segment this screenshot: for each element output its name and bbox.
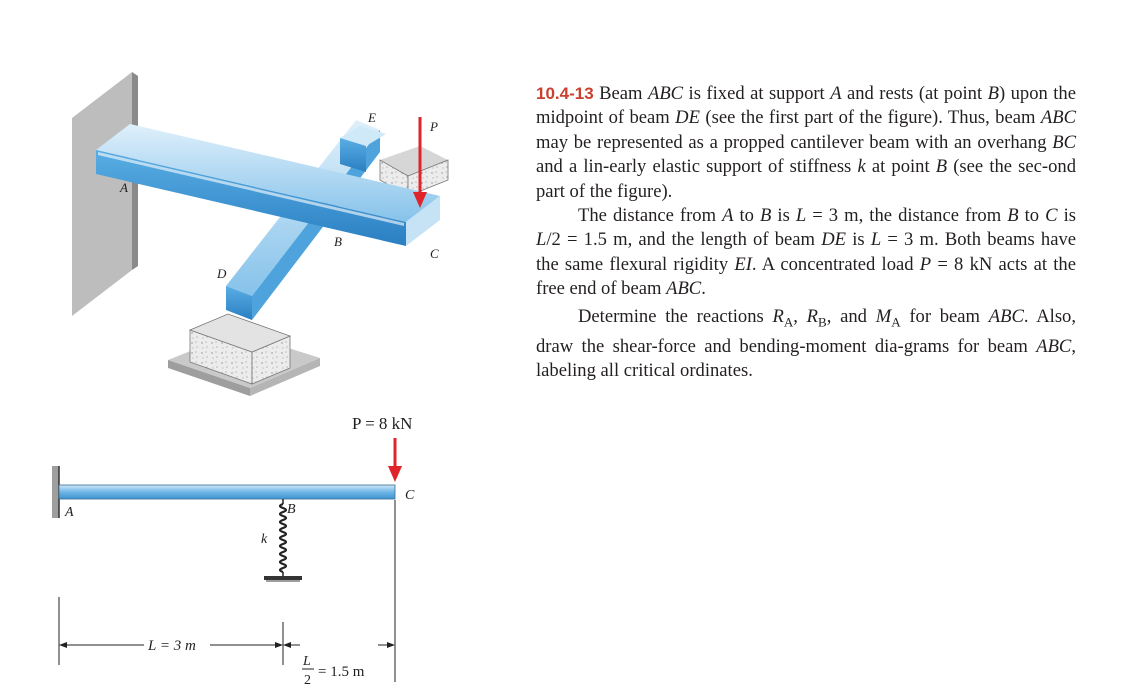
paragraph-3-text: Determine the reactions $R_A$, $R_B$, and $M_A$ for beam ABC. Also, draw the shear-force and bending-moment dia-grams for beam ABC, labeling all critical ordinates. [536,305,1077,382]
figure-3d [0,0,520,400]
load-arrow-p-2d [388,438,402,482]
paragraph-1-text: Beam ABC is fixed at support A and rests (at point B) upon the midpoint of beam DE (see the first part of the figure). Thus, beam ABC may be represented as a propped cantilever beam with an overhang BC and a lin-early elastic support of stiffness k at point B (see the sec-ond part of the figure). [536,83,1076,202]
label-e-3d: E [368,110,376,125]
wall-support [72,72,138,316]
label-k-2d: k [261,532,268,547]
fixed-support-a [52,466,59,518]
problem-statement [536,82,1076,384]
label-d-3d: D [217,266,227,281]
dim-half-label [302,654,365,688]
problem-paragraph-1 [536,82,1076,204]
dim-half-value: = 1.5 m [318,664,365,680]
paragraph-2-text: The distance from A to B is L = 3 m, the distance from B to C is L/2 = 1.5 m, and the length of beam DE is L = 3 m. Both beams have the same flexural rigidity EI. A concentrated load P = 8 kN acts at the free end of beam ABC. [536,205,1077,300]
label-a-3d: A [120,180,128,195]
problem-paragraph-2 [536,204,1076,302]
label-b-2d: B [287,502,296,517]
dim-l-label: L = 3 m [148,638,196,654]
label-p-3d: P [430,119,438,134]
problem-number: 10.4-13 [536,84,594,103]
label-a-2d: A [65,505,74,520]
label-c-3d: C [430,246,439,261]
dim-half-denominator: 2 [304,673,311,688]
beam-abc-3d [96,124,440,246]
label-c-2d: C [405,488,415,503]
problem-paragraph-3 [536,305,1076,384]
dim-half-numerator: L [303,654,311,669]
dimension-lines [59,500,395,682]
support-block-d [168,314,320,396]
label-b-3d: B [334,234,342,249]
load-label-2d: P = 8 kN [352,414,413,433]
beam-abc-2d [59,485,395,499]
spring-support-b [264,499,302,582]
